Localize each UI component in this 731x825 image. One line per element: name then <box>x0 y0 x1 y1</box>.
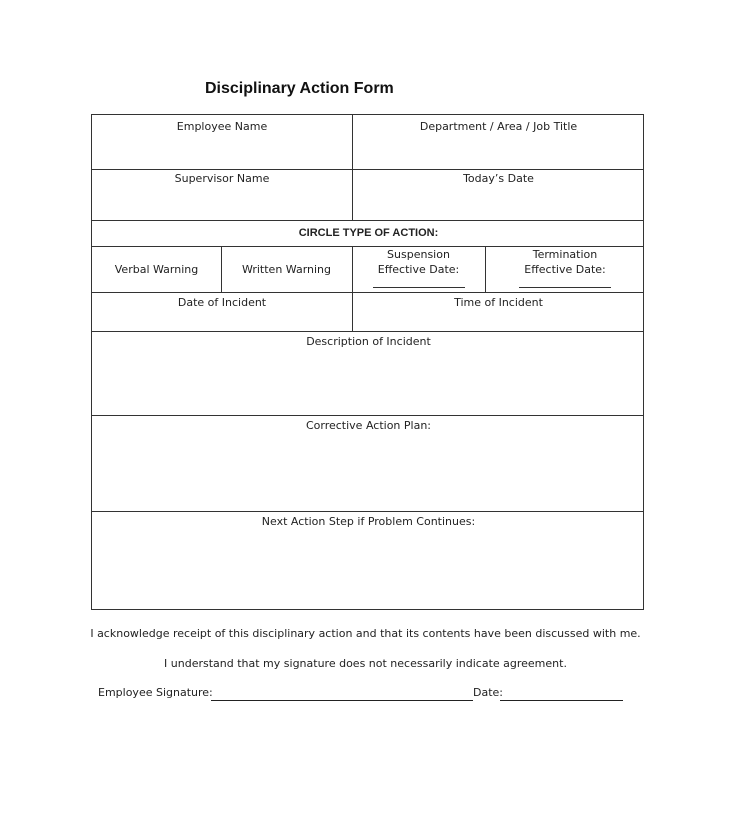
suspension-date-line[interactable] <box>373 279 465 288</box>
written-warning-option[interactable]: Written Warning <box>241 263 332 276</box>
department-field[interactable]: Department / Area / Job Title <box>419 120 578 133</box>
next-action-step-field[interactable]: Next Action Step if Problem Continues: <box>261 515 476 528</box>
termination-date-line[interactable] <box>519 279 611 288</box>
time-of-incident-field[interactable]: Time of Incident <box>454 296 543 309</box>
signature-date-line[interactable] <box>500 700 623 701</box>
row-divider <box>92 331 643 332</box>
row-divider <box>92 169 643 170</box>
date-label: Date: <box>473 686 503 699</box>
signature-disclaimer-text: I understand that my signature does not necessarily indicate agreement. <box>164 657 567 670</box>
row-divider <box>92 292 643 293</box>
suspension-option[interactable] <box>352 247 485 292</box>
verbal-warning-option[interactable]: Verbal Warning <box>114 263 199 276</box>
acknowledgement-text: I acknowledge receipt of this disciplinary action and that its contents have been discussed with me. <box>90 627 641 640</box>
row-divider <box>92 415 643 416</box>
termination-option[interactable] <box>485 247 645 292</box>
suspension-label: Suspension <box>387 248 450 261</box>
row-divider <box>92 511 643 512</box>
circle-type-heading: CIRCLE TYPE OF ACTION: <box>298 227 439 239</box>
date-of-incident-field[interactable]: Date of Incident <box>177 296 267 309</box>
description-of-incident-field[interactable]: Description of Incident <box>306 335 431 348</box>
corrective-action-plan-field[interactable]: Corrective Action Plan: <box>305 419 432 432</box>
employee-name-field[interactable]: Employee Name <box>176 120 268 133</box>
form-title: Disciplinary Action Form <box>205 80 394 97</box>
employee-signature-line[interactable] <box>211 700 473 701</box>
supervisor-name-field[interactable]: Supervisor Name <box>174 172 270 185</box>
disciplinary-form-table <box>91 114 644 610</box>
termination-label: Termination <box>532 248 598 261</box>
suspension-effective-date-label: Effective Date: <box>377 263 460 276</box>
todays-date-field[interactable]: Today’s Date <box>463 172 534 185</box>
row-divider <box>92 220 643 221</box>
termination-effective-date-label: Effective Date: <box>524 263 606 276</box>
employee-signature-label: Employee Signature: <box>98 686 213 699</box>
